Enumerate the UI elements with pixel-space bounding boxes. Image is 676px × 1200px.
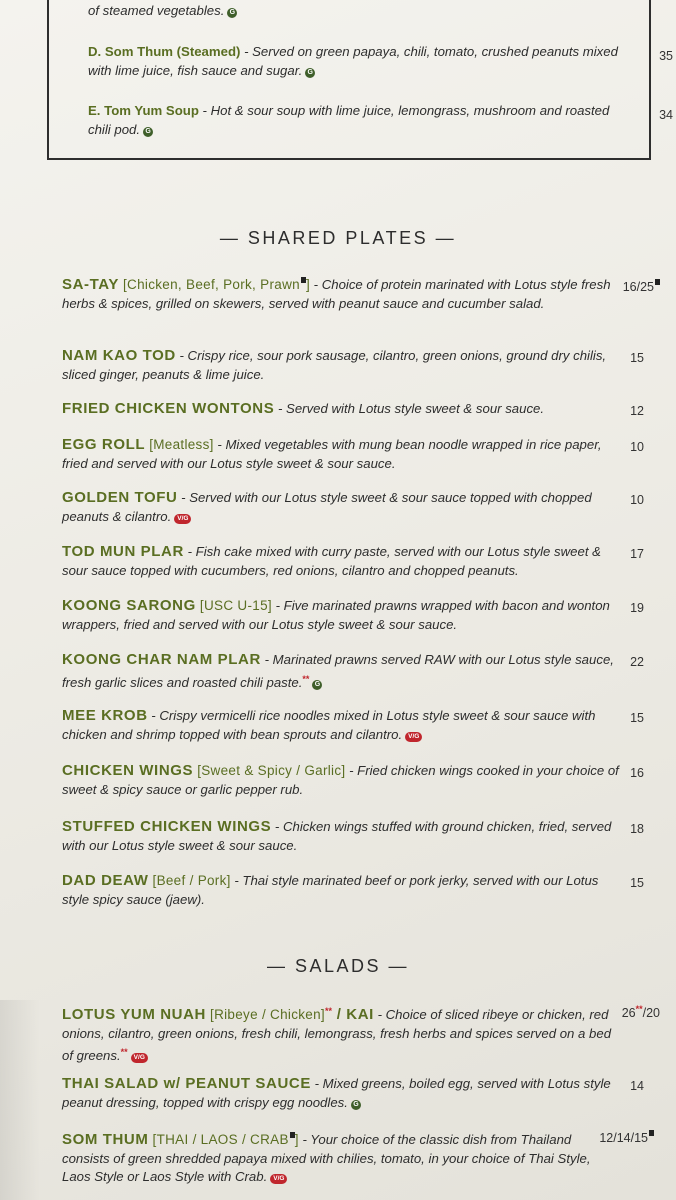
page-shadow bbox=[0, 1000, 40, 1200]
price: 12 bbox=[630, 404, 644, 418]
raw-square-icon bbox=[655, 279, 660, 285]
menu-item-nam-kao-tod: NAM KAO TOD - Crispy rice, sour pork sausage, cilantro, green onions, ground dry chilis, sliced ginger, peanuts & lime juice. 15 bbox=[62, 347, 644, 382]
menu-item-thai-salad: THAI SALAD w/ PEANUT SAUCE - Mixed greens, boiled egg, served with Lotus style peanut dressing, topped with crispy egg noodles. G 14 bbox=[62, 1075, 644, 1110]
menu-item-koong-sarong: KOONG SARONG [USC U-15] - Five marinated prawns wrapped with bacon and wonton wrappers, fried and served with our Lotus style sweet & sour sauce. 19 bbox=[62, 597, 644, 632]
gluten-free-icon: G bbox=[227, 8, 237, 18]
menu-item-sa-tay: SA-TAY [Chicken, Beef, Pork, Prawn ] - Choice of protein marinated with Lotus style fresh herbs & spices, grilled on skewers, served with peanut sauce and cucumber salad. 16/25 bbox=[62, 276, 622, 313]
spicy-marker: ** bbox=[120, 1047, 128, 1057]
price: 10 bbox=[630, 493, 644, 507]
vegan-option-icon: V/G bbox=[131, 1053, 148, 1063]
price: 22 bbox=[630, 655, 644, 669]
spicy-marker: ** bbox=[324, 1006, 332, 1016]
price: 35 bbox=[659, 49, 673, 63]
menu-item-mee-krob: MEE KROB - Crispy vermicelli rice noodles mixed in Lotus style sweet & sour sauce with chicken and shrimp topped with bean sprouts and cilantro. V/G 15 bbox=[62, 707, 644, 742]
gluten-free-icon: G bbox=[351, 1100, 361, 1110]
spicy-marker: ** bbox=[302, 673, 310, 684]
menu-item-top-fragment: of steamed vegetables. G bbox=[88, 2, 618, 21]
price: 15 bbox=[630, 711, 644, 725]
menu-item-egg-roll: EGG ROLL [Meatless] - Mixed vegetables with mung bean noodle wrapped in rice paper, fried and served with our Lotus style sweet & sour sauce. 10 bbox=[62, 436, 644, 471]
menu-item-som-thum: SOM THUM [THAI / LAOS / CRAB ] - Your choice of the classic dish from Thailand consists of green shredded papaya mixed with chilies, tomato, in your choice of Thai Style, Laos Style or Laos Style with Crab. V/G 12/14/15 bbox=[62, 1131, 622, 1187]
price: 15 bbox=[630, 351, 644, 365]
menu-item-lotus-yum-nuah: LOTUS YUM NUAH [Ribeye / Chicken]** / KAI - Choice of sliced ribeye or chicken, red onions, cilantro, green onions, fresh chili, lemongrass, fresh herbs and spices served on a bed of greens.**V/G 26**/20 bbox=[62, 1002, 622, 1066]
section-title-shared-plates: — SHARED PLATES — bbox=[219, 228, 457, 248]
price: 17 bbox=[630, 547, 644, 561]
price: 18 bbox=[630, 822, 644, 836]
menu-item-som-thum-steamed: D. Som Thum (Steamed) - Served on green papaya, chili, tomato, crushed peanuts mixed with lime juice, fish sauce and sugar. G 35 bbox=[88, 44, 673, 78]
vegan-option-icon: V/G bbox=[174, 514, 191, 524]
price: 26**/20 bbox=[621, 1004, 660, 1020]
section-title-salads: — SALADS — bbox=[266, 956, 410, 976]
menu-item-fried-chicken-wontons: FRIED CHICKEN WONTONS - Served with Lotus style sweet & sour sauce. 12 bbox=[62, 400, 622, 419]
gluten-free-icon: G bbox=[143, 127, 153, 137]
vegan-option-icon: V/G bbox=[270, 1174, 287, 1184]
menu-item-golden-tofu: GOLDEN TOFU - Served with our Lotus style sweet & sour sauce topped with chopped peanuts & cilantro. V/G 10 bbox=[62, 489, 644, 524]
price: 10 bbox=[630, 440, 644, 454]
menu-item-dad-deaw: DAD DEAW [Beef / Pork] - Thai style marinated beef or pork jerky, served with our Lotus style spicy sauce (jaew). 15 bbox=[62, 872, 644, 907]
price: 19 bbox=[630, 601, 644, 615]
vegan-option-icon: V/G bbox=[405, 732, 422, 742]
price: 15 bbox=[630, 876, 644, 890]
gluten-free-icon: G bbox=[312, 680, 322, 690]
menu-item-koong-char-nam-plar: KOONG CHAR NAM PLAR - Marinated prawns served RAW with our Lotus style sauce, fresh garlic slices and roasted chili paste.**G 22 bbox=[62, 651, 644, 690]
price: 12/14/15 bbox=[599, 1129, 654, 1148]
menu-item-chicken-wings: CHICKEN WINGS [Sweet & Spicy / Garlic] - Fried chicken wings cooked in your choice of sweet & spicy sauce or garlic pepper rub. 16 bbox=[62, 762, 644, 797]
menu-item-stuffed-chicken-wings: STUFFED CHICKEN WINGS - Chicken wings stuffed with ground chicken, fried, served with our Lotus style sweet & sour sauce. 18 bbox=[62, 818, 644, 853]
menu-item-tod-mun-plar: TOD MUN PLAR - Fish cake mixed with curry paste, served with our Lotus style sweet & sour sauce topped with cucumbers, red onions, cilantro and chopped peanuts. 17 bbox=[62, 543, 644, 578]
price: 16 bbox=[630, 766, 644, 780]
price: 16/25 bbox=[623, 278, 660, 297]
price: 34 bbox=[659, 108, 673, 122]
menu-item-tom-yum-soup: E. Tom Yum Soup - Hot & sour soup with lime juice, lemongrass, mushroom and roasted chili pod. G 34 bbox=[88, 103, 673, 137]
price: 14 bbox=[630, 1079, 644, 1093]
gluten-free-icon: G bbox=[305, 68, 315, 78]
raw-square-icon bbox=[649, 1130, 654, 1136]
